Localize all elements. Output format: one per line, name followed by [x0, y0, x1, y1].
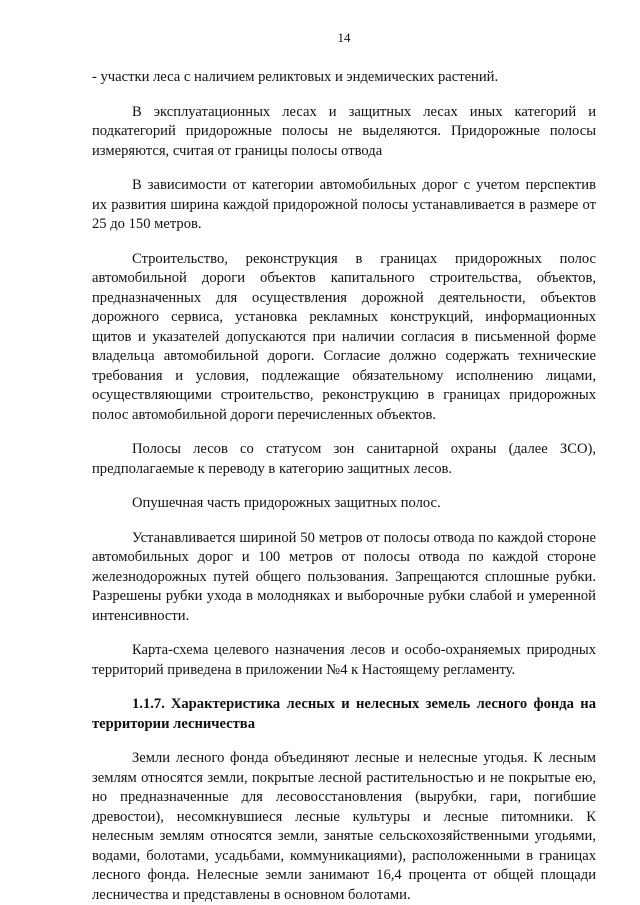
section-title: Характеристика лесных и нелесных земель лесного фонда на территории лесничества	[92, 696, 596, 732]
section-number: 1.1.7.	[132, 696, 165, 712]
paragraph-edge-part: Опушечная часть придорожных защитных полос.	[132, 495, 441, 511]
document-page	[92, 30, 596, 905]
paragraph-construction-in-strips: Строительство, реконструкция в границах придорожных полос автомобильной дороги объектов капитального строительства, объектов, предназначенных для осуществления дорожной деятельности, объектов дорожного сервиса, установка рекламных конструкций, информационных щитов и указателей допускаются при наличии согласия в письменной форме владельца автомобильной дороги. Согласие должно содержать технические требования и условия, подлежащие обязательному исполнению лицами, осуществляющими строительство, реконструкцию в границах придорожных полос автомобильной дороги перечисленных объектов.	[92, 250, 596, 423]
paragraph-forest-fund-lands: Земли лесного фонда объединяют лесные и нелесные угодья. К лесным землям относятся земли, покрытые лесной растительностью и не покрытые ею, но предназначенные для лесовосстановления (вырубки, гари, погибшие древостои), несомкнувшиеся лесные культуры и лесные питомники. К нелесным землям относятся земли, занятые сельскохозяйственными угодьями, водами, болотами, усадьбами, коммуникациями), расположенными в границах лесного фонда. Нелесные земли занимают 16,4 процента от общей площади лесничества и представлены в основном болотами.	[92, 750, 596, 903]
paragraph-sanitary-zones: Полосы лесов со статусом зон санитарной охраны (далее ЗСО), предполагаемые к переводу в категорию защитных лесов.	[92, 441, 596, 477]
section-heading	[92, 695, 596, 734]
paragraph-strip-width: В зависимости от категории автомобильных дорог с учетом перспектив их развития ширина каждой придорожной полосы устанавливается в размере от 25 до 150 метров.	[92, 177, 596, 232]
paragraph-map-scheme-reference: Карта-схема целевого назначения лесов и особо-охраняемых природных территорий приведена в приложении №4 к Настоящему регламенту.	[92, 642, 596, 678]
paragraph-edge-width-rules: Устанавливается шириной 50 метров от полосы отвода по каждой стороне автомобильных дорог и 100 метров от полосы отвода по каждой стороне железнодорожных путей общего пользования. Запрещаются сплошные рубки. Разрешены рубки ухода в молодняках и выборочные рубки слабой и умеренной интенсивности.	[92, 529, 596, 624]
page-number: 14	[337, 30, 351, 45]
list-item-relict-plants: - участки леса с наличием реликтовых и эндемических растений.	[92, 69, 499, 85]
paragraph-roadside-strips-not-allocated: В эксплуатационных лесах и защитных лесах иных категорий и подкатегорий придорожные полосы не выделяются. Придорожные полосы измеряются, считая от границы полосы отвода	[92, 103, 596, 159]
